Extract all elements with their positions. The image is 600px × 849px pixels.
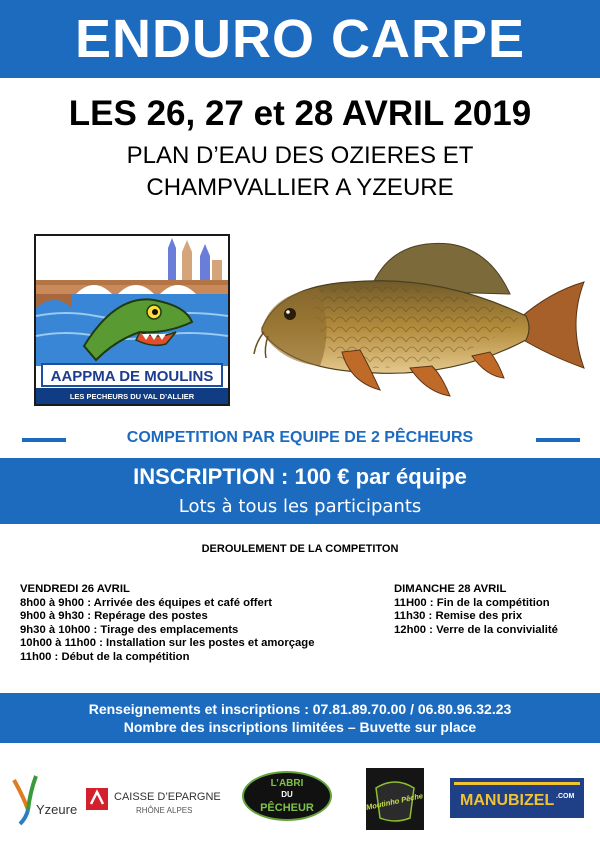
- event-place: [0, 140, 600, 204]
- moutinho-peche-icon: [366, 768, 424, 830]
- schedule-item: 10h00 à 11h00 : Installation sur les postes et amorçage: [20, 637, 315, 650]
- info-contact: Renseignements et inscriptions : 07.81.89.70.00 / 06.80.96.32.23: [88, 701, 512, 717]
- event-title: ENDURO CARPE: [74, 9, 526, 69]
- caisse-epargne-icon: [84, 782, 224, 818]
- sponsor-caisse-epargne-logo: [84, 782, 224, 818]
- manubizel-com: .COM: [556, 793, 575, 800]
- place-line-2: CHAMPVALLIER A YZEURE: [146, 174, 454, 201]
- carp-illustration: [250, 232, 590, 412]
- schedule-heading: DEROULEMENT DE LA COMPETITON: [201, 543, 399, 555]
- manubizel-icon: [450, 778, 584, 818]
- schedule-sunday-title: DIMANCHE 28 AVRIL: [394, 583, 507, 595]
- abri-line1: L’ABRI: [270, 778, 304, 789]
- schedule-friday: [20, 583, 314, 665]
- aappma-tagline: LES PECHEURS DU VAL D’ALLIER: [69, 392, 195, 401]
- schedule-item: 11h30 : Remise des prix: [394, 610, 523, 623]
- abri-line3: PÊCHEUR: [260, 802, 314, 814]
- info-banner: [0, 693, 600, 743]
- schedule-sunday: [394, 583, 558, 637]
- schedule-friday-title: VENDREDI 26 AVRIL: [20, 583, 130, 595]
- event-dates: LES 26, 27 et 28 AVRIL 2019: [68, 94, 532, 133]
- aappma-logo: [34, 234, 230, 406]
- sponsor-manubizel-logo: [450, 778, 584, 818]
- caisse-name: CAISSE D’EPARGNE: [114, 791, 221, 803]
- aappma-name: AAPPMA DE MOULINS: [50, 368, 214, 385]
- schedule-item: 12h00 : Verre de la convivialité: [394, 623, 558, 636]
- schedule-item: 11H00 : Fin de la compétition: [394, 596, 550, 609]
- competition-subtitle: COMPETITION PAR EQUIPE DE 2 PÊCHEURS: [126, 429, 474, 446]
- title-banner: [0, 0, 600, 78]
- yzeure-icon: [6, 770, 78, 830]
- yzeure-text: Yzeure: [36, 802, 78, 817]
- schedule-item: 9h00 à 9h30 : Repérage des postes: [20, 610, 208, 623]
- abri-line2: DU: [281, 790, 293, 799]
- schedule-item: 9h30 à 10h00 : Tirage des emplacements: [20, 623, 239, 636]
- sponsor-moutinho-peche-logo: [366, 768, 424, 830]
- inscription-banner: [0, 458, 600, 524]
- sponsor-abri-pecheur-logo: [242, 771, 332, 821]
- schedule-item: 8h00 à 9h00 : Arrivée des équipes et café offert: [20, 596, 272, 609]
- info-limits: Nombre des inscriptions limitées – Buvette sur place: [123, 719, 477, 735]
- manubizel-text: MANUBIZEL: [460, 792, 555, 809]
- inscription-price: INSCRIPTION : 100 € par équipe: [133, 464, 467, 489]
- schedule-item: 11h00 : Début de la compétition: [20, 650, 190, 663]
- moutinho-text: Moutinho Pêche: [365, 791, 424, 812]
- caisse-region: RHÔNE ALPES: [136, 806, 193, 815]
- aappma-logo-image: [36, 236, 228, 404]
- carp-image: [250, 232, 590, 412]
- sponsor-yzeure-logo: [6, 770, 78, 830]
- inscription-lots: Lots à tous les participants: [178, 496, 422, 517]
- abri-pecheur-icon: [244, 773, 330, 819]
- place-line-1: PLAN D’EAU DES OZIERES ET: [126, 142, 474, 169]
